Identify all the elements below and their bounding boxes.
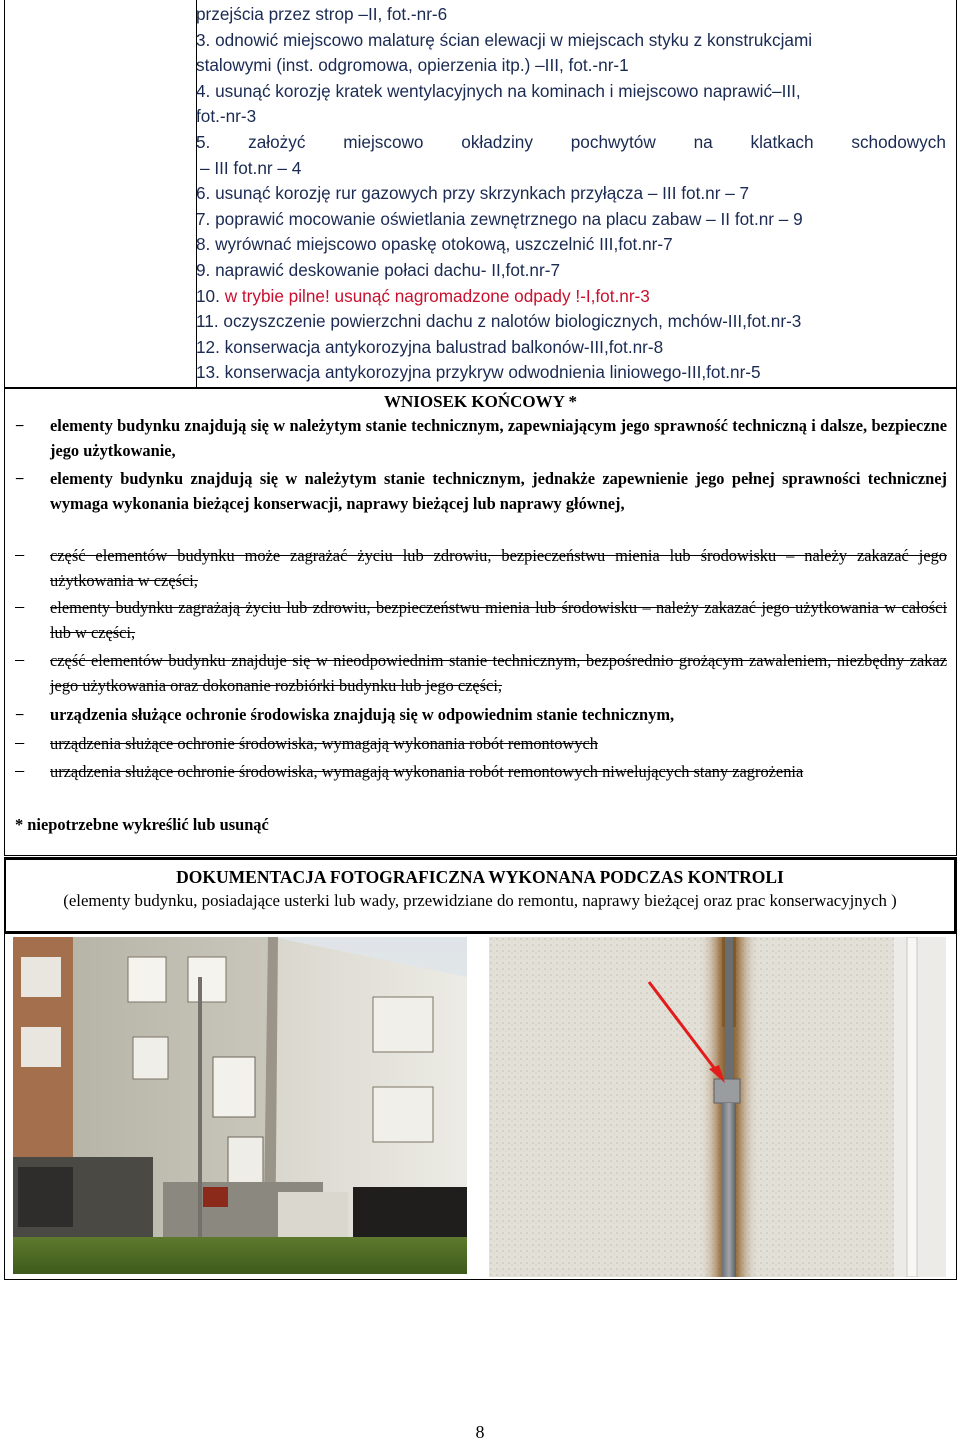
building-facade-photo (13, 937, 467, 1274)
conclusion-item (15, 414, 947, 463)
conclusion-text: urządzenia służące ochronie środowiska, wymagają wykonania robót remontowych (50, 734, 598, 753)
rec-word: klatkach (750, 131, 814, 152)
conclusion-text: urządzenia służące ochronie środowiska znajdują się w odpowiednim stanie technicznym, (50, 705, 675, 724)
conclusion-item (15, 467, 947, 516)
rec-line: 9. naprawić deskowanie połaci dachu- II,fot.nr-7 (196, 259, 561, 280)
rec-line: 4. usunąć korozję kratek wentylacyjnych na kominach i miejscowo naprawić–III, (196, 80, 801, 101)
conclusion-item (15, 703, 947, 728)
photo-doc-title: DOKUMENTACJA FOTOGRAFICZNA WYKONANA PODCZAS KONTROLI (176, 867, 784, 887)
rec-word: na (693, 131, 713, 152)
rec-line: fot.-nr-3 (196, 106, 257, 127)
photo-doc-subtitle: (elementy budynku, posiadające usterki lub wady, przewidziane do remontu, naprawy bieżącej oraz prac konserwacyjnych ) (63, 891, 897, 910)
dash-marker: − (15, 762, 25, 781)
conclusion-text: część elementów budynku może zagrażać życiu lub zdrowiu, bezpieczeństwu mienia lub środowisku – należy zakazać jego użytkowania w części, (50, 546, 947, 590)
conclusion-item-struck (15, 732, 947, 757)
rec-line-urgent (196, 284, 946, 310)
dash-marker: − (15, 416, 25, 435)
conclusion-item-struck (15, 544, 947, 593)
conclusion-text: część elementów budynku znajduje się w nieodpowiednim stanie technicznym, bezpośrednio grożącym zawaleniem, niezbędny zakaz jego użytkowania oraz dokonanie rozbiórki budynku lub jego części, (50, 651, 947, 695)
rec-word: miejscowo (343, 131, 424, 152)
dash-marker: − (15, 651, 25, 670)
dash-marker: − (15, 546, 25, 565)
conclusion-text: elementy budynku zagrażają życiu lub zdrowiu, bezpieczeństwu mienia lub środowisku – należy zakazać jego użytkowania w całości lub w części, (50, 598, 947, 642)
recommendations-list (196, 2, 946, 386)
conclusion-text: elementy budynku znajdują się w należytym stanie technicznym, jednakże zapewnienie jego pełnej sprawności technicznej wymaga wykonania bieżącej konserwacji, naprawy bieżącej lub naprawy głównej, (50, 469, 947, 513)
rec-line: 6. usunąć korozję rur gazowych przy skrzynkach przyłącza – III fot.nr – 7 (196, 183, 750, 204)
rec-word: pochwytów (570, 131, 656, 152)
photo-doc-header (4, 857, 957, 934)
dash-marker: − (15, 734, 25, 753)
rec-line: stalowymi (inst. odgromowa, opierzenia itp.) –III, fot.-nr-1 (196, 55, 629, 76)
rec-word: okładziny (461, 131, 533, 152)
dash-marker: − (15, 705, 25, 724)
rec-line: – III fot.nr – 4 (200, 157, 302, 178)
rec-number: 10. (196, 285, 220, 306)
rec-line: 13. konserwacja antykorozyjna przykryw odwodnienia liniowego-III,fot.nr-5 (196, 362, 761, 383)
conclusion-item-struck (15, 596, 947, 645)
rec-line: 11. oczyszczenie powierzchni dachu z nalotów biologicznych, mchów-III,fot.nr-3 (196, 311, 802, 332)
conclusion-item-struck (15, 760, 947, 785)
rec-line: 8. wyrównać miejscowo opaskę otokową, uszczelnić III,fot.nr-7 (196, 234, 673, 255)
dash-marker: − (15, 469, 25, 488)
rec-line: 7. poprawić mocowanie oświetlania zewnętrznego na placu zabaw – II fot.nr – 9 (196, 208, 803, 229)
urgent-text: w trybie pilne! usunąć nagromadzone odpady !-I,fot.nr-3 (224, 285, 650, 306)
rec-word: założyć (248, 131, 306, 152)
conclusion-title: WNIOSEK KOŃCOWY * (383, 392, 577, 411)
conclusion-text: elementy budynku znajdują się w należytym stanie technicznym, zapewniającym jego sprawność techniczną i dalsze, bezpieczne jego użytkowanie, (50, 416, 947, 460)
rust-stain-photo (489, 937, 946, 1277)
footnote: * niepotrzebne wykreślić lub usunąć (15, 815, 269, 834)
conclusion-text: urządzenia służące ochronie środowiska, wymagają wykonania robót remontowych niwelujących stany zagrożenia (50, 762, 804, 781)
conclusion-item-struck (15, 649, 947, 698)
dash-marker: − (15, 598, 25, 617)
rec-word: schodowych (851, 131, 946, 152)
rec-line-justified (196, 130, 946, 156)
rec-word: 5. (196, 131, 211, 152)
conclusion-box (4, 388, 957, 856)
page-number: 8 (475, 1422, 485, 1442)
rec-line: 3. odnowić miejscowo malaturę ścian elewacji w miejscach styku z konstrukcjami (196, 29, 813, 50)
rec-line: 12. konserwacja antykorozyjna balustrad balkonów-III,fot.nr-8 (196, 336, 664, 357)
rec-line: przejścia przez strop –II, fot.-nr-6 (196, 4, 448, 24)
